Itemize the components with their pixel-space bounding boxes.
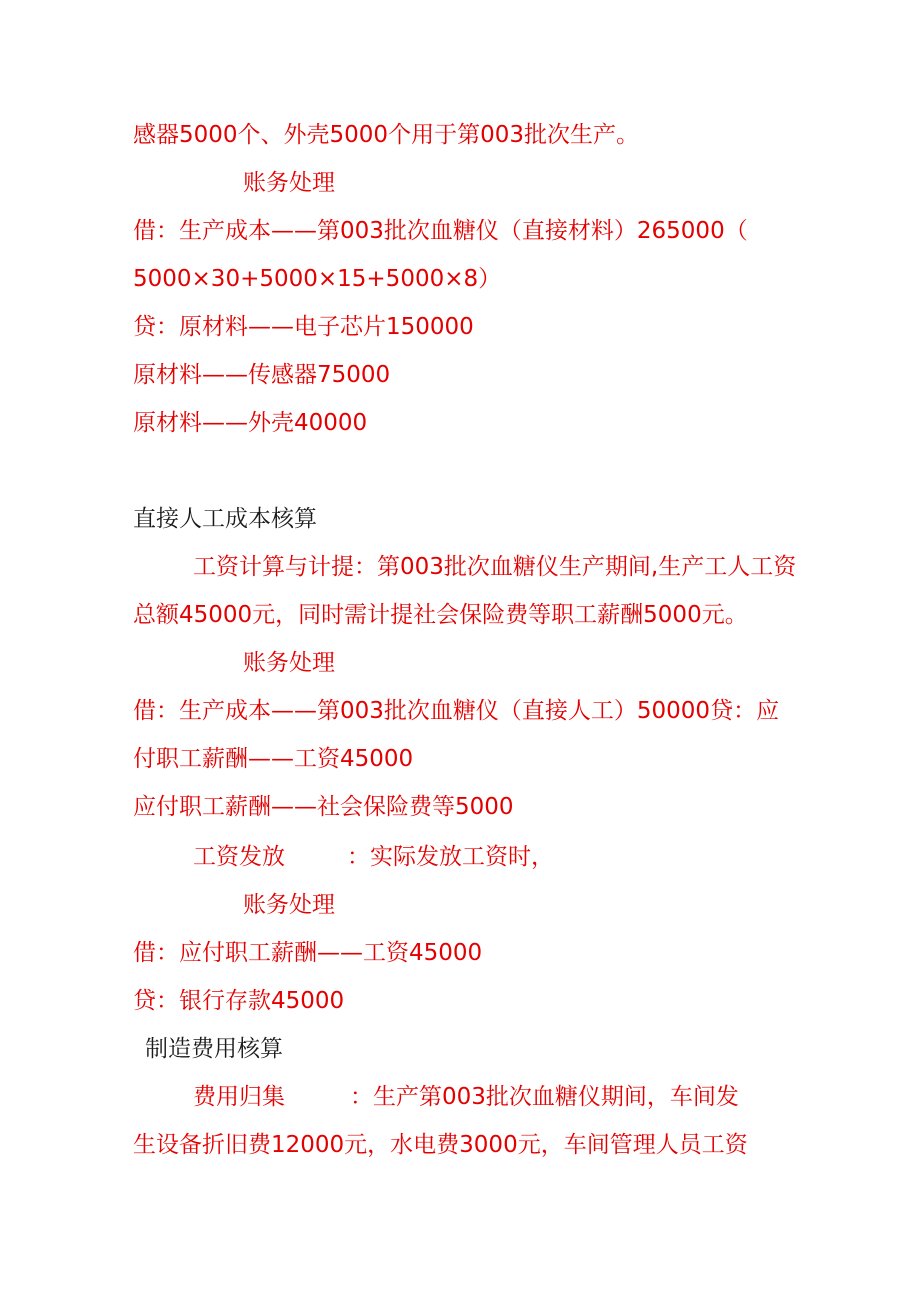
- section-label: 账务处理: [243, 892, 335, 918]
- journal-entry-line: 5000×30+5000×15+5000×8）: [133, 266, 502, 292]
- section-label: 账务处理: [243, 650, 335, 676]
- section-heading: 直接人工成本核算: [133, 506, 317, 532]
- section-heading: 制造费用核算: [145, 1036, 283, 1062]
- paragraph-line: 总额45000元，同时需计提社会保险费等职工薪酬5000元。: [133, 602, 748, 628]
- paragraph-line: ：生产第003批次血糖仪期间，车间发: [350, 1084, 739, 1110]
- paragraph-line: 感器5000个、外壳5000个用于第003批次生产。: [133, 122, 639, 148]
- paragraph-line: 生设备折旧费12000元，水电费3000元，车间管理人员工资: [133, 1132, 748, 1158]
- journal-entry-line: 贷：原材料——电子芯片150000: [133, 314, 474, 340]
- section-label: 账务处理: [243, 170, 335, 196]
- journal-entry-line: 借：生产成本——第003批次血糖仪（直接人工）50000贷：应: [133, 698, 780, 724]
- journal-entry-line: 借：应付职工薪酬——工资45000: [133, 940, 483, 966]
- journal-entry-line: 付职工薪酬——工资45000: [133, 746, 414, 772]
- paragraph-label: 工资发放: [193, 844, 285, 870]
- journal-entry-line: 贷：银行存款45000: [133, 988, 345, 1014]
- journal-entry-line: 借：生产成本——第003批次血糖仪（直接材料）265000（: [133, 218, 748, 244]
- paragraph-line: ：实际发放工资时，: [347, 844, 554, 870]
- journal-entry-line: 原材料——外壳40000: [133, 410, 368, 436]
- paragraph-label: 费用归集: [193, 1084, 285, 1110]
- paragraph-line: 工资计算与计提：第003批次血糖仪生产期间,生产工人工资: [193, 554, 797, 580]
- journal-entry-line: 应付职工薪酬——社会保险费等5000: [133, 794, 514, 820]
- journal-entry-line: 原材料——传感器75000: [133, 362, 391, 388]
